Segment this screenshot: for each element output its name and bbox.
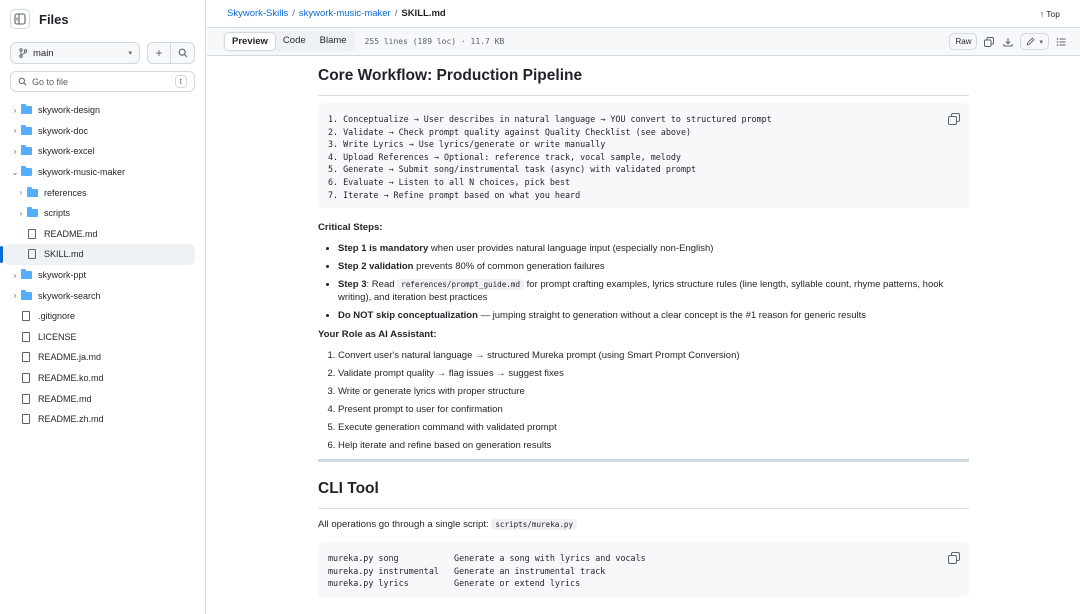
list-item: 4. Present prompt to user for confirmation bbox=[338, 403, 969, 416]
tree-item-label: README.ja.md bbox=[38, 352, 102, 363]
tree-item-label: skywork-ppt bbox=[38, 270, 87, 281]
search-icon bbox=[178, 48, 188, 58]
branch-selector[interactable] bbox=[10, 42, 140, 64]
tree-item-label: SKILL.md bbox=[44, 249, 84, 260]
folder-icon bbox=[20, 126, 32, 136]
copy-raw-button[interactable] bbox=[982, 35, 996, 49]
list-item: 6. Help iterate and refine based on generation results bbox=[338, 439, 969, 452]
folder-icon bbox=[20, 146, 32, 156]
folder-icon bbox=[20, 291, 32, 301]
tree-item-label: LICENSE bbox=[38, 331, 77, 342]
keyboard-shortcut-hint: t bbox=[175, 75, 187, 88]
section-divider bbox=[318, 459, 969, 462]
file-tree bbox=[0, 100, 205, 430]
file-stats: 255 lines (189 loc) · 11.7 KB bbox=[364, 37, 505, 46]
tree-file-item[interactable] bbox=[4, 368, 195, 389]
caret-down-icon: ▾ bbox=[128, 50, 132, 57]
tree-item-label: skywork-excel bbox=[38, 146, 95, 157]
tab-code[interactable]: Code bbox=[282, 35, 306, 46]
search-icon bbox=[18, 77, 27, 86]
inline-code: scripts/mureka.py bbox=[491, 519, 577, 530]
tree-folder-item[interactable] bbox=[4, 285, 195, 306]
file-icon bbox=[20, 352, 32, 362]
tree-item-label: README.md bbox=[38, 393, 92, 404]
tree-item-label: scripts bbox=[44, 208, 71, 219]
tree-folder-item[interactable] bbox=[4, 121, 195, 142]
tree-folder-item[interactable] bbox=[4, 265, 195, 286]
download-button[interactable] bbox=[1001, 35, 1015, 49]
tree-item-label: skywork-doc bbox=[38, 125, 89, 136]
heading-cli-tool: CLI Tool bbox=[318, 470, 969, 509]
critical-steps-list bbox=[318, 242, 969, 322]
go-to-file-placeholder: Go to file bbox=[32, 76, 69, 87]
role-heading: Your Role as AI Assistant: bbox=[318, 329, 437, 341]
file-icon bbox=[20, 373, 32, 383]
chevron-right-icon[interactable]: › bbox=[19, 208, 23, 218]
file-icon bbox=[20, 414, 32, 424]
edit-button[interactable] bbox=[1020, 33, 1049, 50]
tree-file-item[interactable] bbox=[4, 388, 195, 409]
breadcrumb-folder-link[interactable]: skywork-music-maker bbox=[298, 8, 391, 19]
tree-folder-item[interactable] bbox=[4, 182, 195, 203]
add-file-button[interactable]: + bbox=[148, 43, 171, 63]
cli-code-block bbox=[318, 542, 969, 597]
file-icon bbox=[26, 249, 38, 259]
breadcrumb-current-file: SKILL.md bbox=[401, 8, 446, 19]
tree-item-label: references bbox=[44, 187, 87, 198]
file-icon bbox=[26, 229, 38, 239]
list-item: • Step 3: Read references/prompt_guide.md for prompt crafting examples, lyrics structure rules (line length, syllable count, rhyme patterns, hook writing), and iteration best practices bbox=[338, 278, 969, 304]
sidebar-title: Files bbox=[39, 11, 69, 27]
go-to-file-input[interactable] bbox=[10, 71, 195, 92]
folder-icon bbox=[20, 270, 32, 280]
tree-item-label: README.zh.md bbox=[38, 414, 104, 425]
breadcrumb bbox=[207, 0, 1080, 28]
collapse-sidebar-button[interactable] bbox=[10, 9, 30, 29]
tree-item-label: README.ko.md bbox=[38, 373, 104, 384]
breadcrumb-repo-link[interactable]: Skywork-Skills bbox=[227, 8, 289, 19]
file-toolbar bbox=[207, 28, 1080, 56]
tree-item-label: .gitignore bbox=[38, 311, 76, 322]
caret-down-icon: ▾ bbox=[1039, 38, 1043, 46]
tree-file-item[interactable] bbox=[4, 347, 195, 368]
chevron-right-icon[interactable]: › bbox=[13, 126, 17, 136]
folder-icon bbox=[26, 208, 38, 218]
breadcrumb-separator: / bbox=[394, 8, 398, 19]
chevron-right-icon[interactable]: › bbox=[13, 270, 17, 280]
tree-folder-item[interactable] bbox=[4, 100, 195, 121]
back-to-top-link[interactable]: ↑ Top bbox=[1039, 8, 1060, 19]
tree-file-item[interactable] bbox=[4, 409, 195, 430]
list-item: 5. Execute generation command with validated prompt bbox=[338, 421, 969, 434]
cli-intro-text: All operations go through a single script: scripts/mureka.py bbox=[318, 519, 969, 530]
tree-item-label: skywork-music-maker bbox=[38, 167, 126, 178]
sidebar-collapse-icon bbox=[14, 13, 26, 25]
list-item: 3. Write or generate lyrics with proper structure bbox=[338, 385, 969, 398]
download-icon bbox=[1003, 37, 1013, 47]
chevron-right-icon[interactable]: › bbox=[19, 188, 23, 198]
tree-file-item[interactable] bbox=[4, 327, 195, 348]
list-item: • Do NOT skip conceptualization — jumping straight to generation without a clear concept is the #1 reason for generic results bbox=[338, 309, 969, 322]
chevron-right-icon[interactable]: › bbox=[13, 105, 17, 115]
cli-code-text: mureka.py song Generate a song with lyrics and vocals mureka.py instrumental Generate an instrumental track mureka.py lyrics Generate or extend lyrics bbox=[328, 553, 646, 589]
list-unordered-icon bbox=[1056, 37, 1066, 47]
tree-folder-item[interactable] bbox=[4, 141, 195, 162]
file-icon bbox=[20, 311, 32, 321]
folder-icon bbox=[20, 105, 32, 115]
list-item: 2. Validate prompt quality → flag issues → suggest fixes bbox=[338, 367, 969, 380]
critical-steps-heading: Critical Steps: bbox=[318, 222, 383, 234]
copy-code-button[interactable] bbox=[948, 113, 959, 124]
tab-preview[interactable]: Preview bbox=[224, 32, 276, 51]
folder-icon bbox=[20, 167, 32, 177]
git-branch-icon bbox=[18, 48, 28, 58]
breadcrumb-separator: / bbox=[292, 8, 295, 19]
list-item: 1. Convert user's natural language → structured Mureka prompt (using Smart Prompt Conversion) bbox=[338, 349, 969, 362]
tree-file-item[interactable] bbox=[4, 224, 195, 245]
raw-button[interactable]: Raw bbox=[949, 33, 977, 50]
file-icon bbox=[20, 332, 32, 342]
chevron-right-icon[interactable]: › bbox=[13, 291, 17, 301]
copy-icon bbox=[984, 37, 994, 47]
pencil-icon bbox=[1026, 37, 1035, 46]
tree-item-label: skywork-design bbox=[38, 105, 101, 116]
list-item: • Step 1 is mandatory when user provides natural language input (especially non-English) bbox=[338, 242, 969, 255]
markdown-body bbox=[318, 57, 969, 597]
chevron-right-icon[interactable]: › bbox=[13, 146, 17, 156]
sidebar-header bbox=[0, 0, 205, 38]
file-view bbox=[207, 0, 1080, 614]
tree-item-label: README.md bbox=[44, 228, 98, 239]
view-mode-tabs bbox=[223, 31, 355, 52]
role-list bbox=[318, 349, 969, 452]
branch-name: main bbox=[33, 47, 54, 59]
tree-file-item[interactable] bbox=[4, 306, 195, 327]
tab-blame[interactable]: Blame bbox=[319, 35, 347, 46]
chevron-down-icon[interactable]: ⌄ bbox=[11, 167, 19, 177]
file-tree-sidebar bbox=[0, 0, 206, 614]
workflow-code-block bbox=[318, 103, 969, 208]
tree-folder-item[interactable] bbox=[4, 203, 195, 224]
folder-icon bbox=[26, 188, 38, 198]
tree-item-label: skywork-search bbox=[38, 290, 101, 301]
heading-core-workflow: Core Workflow: Production Pipeline bbox=[318, 57, 969, 96]
list-item: • Step 2 validation prevents 80% of common generation failures bbox=[338, 260, 969, 273]
tree-folder-item[interactable] bbox=[4, 162, 195, 183]
search-button[interactable] bbox=[171, 43, 194, 63]
workflow-code-text: 1. Conceptualize → User describes in natural language → YOU convert to structured prompt 2. Validate → Check prompt quality against Quality Checklist (see above) 3. Write Lyrics → Use lyrics/generate or write manually 4. Upload References → Optional: reference track, vocal sample, melody 5. Generate → Submit song/instrumental task (async) with validated prompt 6. Evaluate → Listen to all N choices, pick best 7. Iterate → Refine prompt based on what you heard bbox=[328, 114, 772, 200]
outline-button[interactable] bbox=[1054, 35, 1068, 49]
inline-code: references/prompt_guide.md bbox=[397, 279, 524, 290]
tree-file-item[interactable] bbox=[4, 244, 195, 265]
file-icon bbox=[20, 394, 32, 404]
copy-code-button[interactable] bbox=[948, 552, 959, 563]
